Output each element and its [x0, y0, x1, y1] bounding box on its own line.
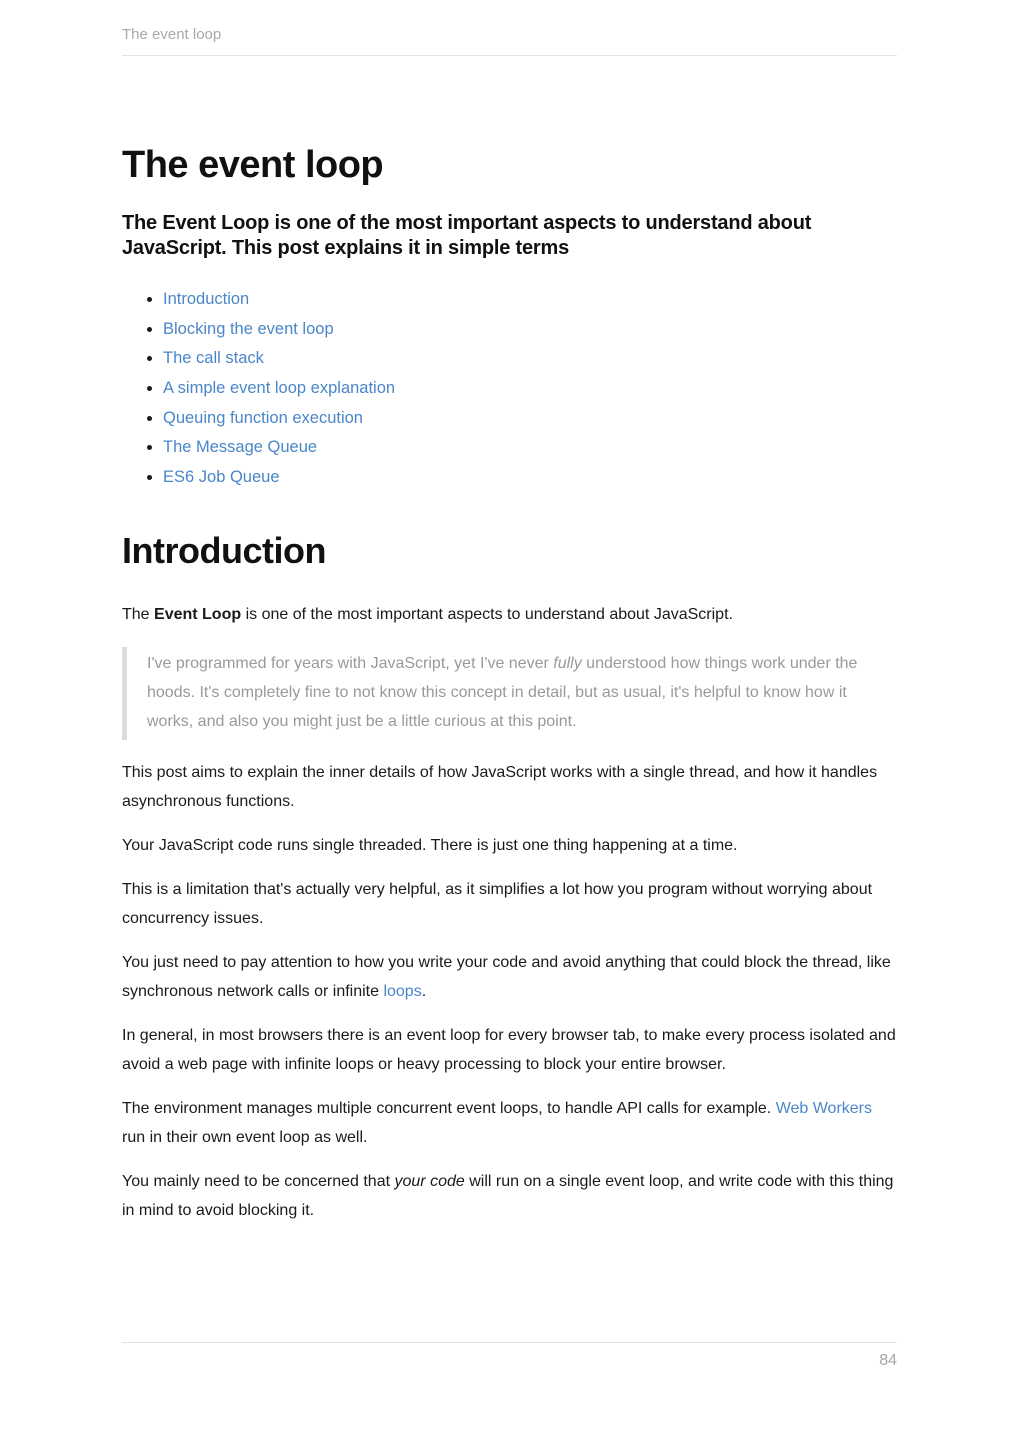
toc-item: [163, 374, 897, 404]
web-workers-link[interactable]: Web Workers: [775, 1100, 873, 1118]
article-title: The event loop: [122, 144, 384, 186]
text-run: In general, in most browsers there is an event loop for every browser tab, to make every process isolated and avoid a web page with infinite loops or heavy processing to block your entire browser.: [122, 1027, 896, 1074]
toc-list: [122, 285, 897, 493]
text-run: will run on a single event loop, and write code with this thing in mind to avoid blocking it.: [122, 1173, 894, 1220]
toc-item: [163, 315, 897, 345]
toc-link-queuing-function-execution[interactable]: Queuing function execution: [163, 408, 363, 427]
section-heading-introduction: Introduction: [122, 529, 326, 571]
paragraph: [122, 1167, 897, 1225]
running-header-title: The event loop: [122, 26, 222, 43]
text-run: This post aims to explain the inner details of how JavaScript works with a single thread, and how it handles asynchronous functions.: [122, 764, 878, 811]
page-footer: [122, 1342, 897, 1370]
toc-item: [163, 433, 897, 463]
text-run: fully: [553, 655, 582, 673]
paragraph: [122, 1021, 897, 1079]
toc-item: [163, 463, 897, 493]
running-header: [122, 0, 897, 56]
text-run: your code: [394, 1173, 465, 1191]
text-run: The: [122, 606, 155, 624]
page-number: 84: [879, 1352, 897, 1369]
toc-item: [163, 285, 897, 315]
text-run: I've programmed for years with JavaScript, yet I've never: [147, 655, 554, 673]
paragraph-lead: [122, 600, 897, 629]
text-run: .: [421, 983, 427, 1001]
toc-link-es6-job-queue[interactable]: ES6 Job Queue: [163, 468, 280, 487]
text-run: Event Loop: [154, 606, 242, 624]
toc-link-a-simple-event-loop-explanation[interactable]: A simple event loop explanation: [163, 379, 396, 397]
text-run: is one of the most important aspects to understand about JavaScript.: [241, 606, 733, 624]
text-run: Your JavaScript code runs single threaded. There is just one thing happening at a time.: [122, 837, 738, 855]
toc-item: [163, 344, 897, 374]
toc-item: [163, 404, 897, 434]
toc-link-the-call-stack[interactable]: The call stack: [163, 349, 264, 368]
toc-link-blocking-the-event-loop[interactable]: Blocking the event loop: [163, 319, 334, 338]
paragraph: [122, 948, 897, 1006]
blockquote: [122, 647, 897, 740]
paragraph: [122, 758, 897, 816]
paragraph: [122, 875, 897, 933]
article-subtitle: The Event Loop is one of the most important aspects to understand about JavaScript. This post explains it in simple terms: [122, 211, 812, 259]
paragraph: [122, 1094, 897, 1152]
text-run: The environment manages multiple concurrent event loops, to handle API calls for example.: [122, 1100, 776, 1118]
text-run: This is a limitation that's actually very helpful, as it simplifies a lot how you program without worrying about concurrency issues.: [122, 881, 873, 928]
text-run: understood how things work under the hoods. It's completely fine to not know this concept in detail, but as usual, it's helpful to know how it works, and also you might just be a little curious at this point.: [147, 655, 858, 731]
toc-link-the-message-queue[interactable]: The Message Queue: [163, 438, 318, 457]
toc-link-introduction[interactable]: Introduction: [163, 289, 250, 308]
text-run: You mainly need to be concerned that: [122, 1173, 395, 1191]
loops-link[interactable]: loops: [383, 983, 422, 1001]
paragraph: [122, 831, 897, 860]
text-run: You just need to pay attention to how you write your code and avoid anything that could block the thread, like synchronous network calls or infinite: [122, 954, 891, 1001]
text-run: run in their own event loop as well.: [122, 1129, 368, 1147]
article: [122, 146, 897, 1225]
